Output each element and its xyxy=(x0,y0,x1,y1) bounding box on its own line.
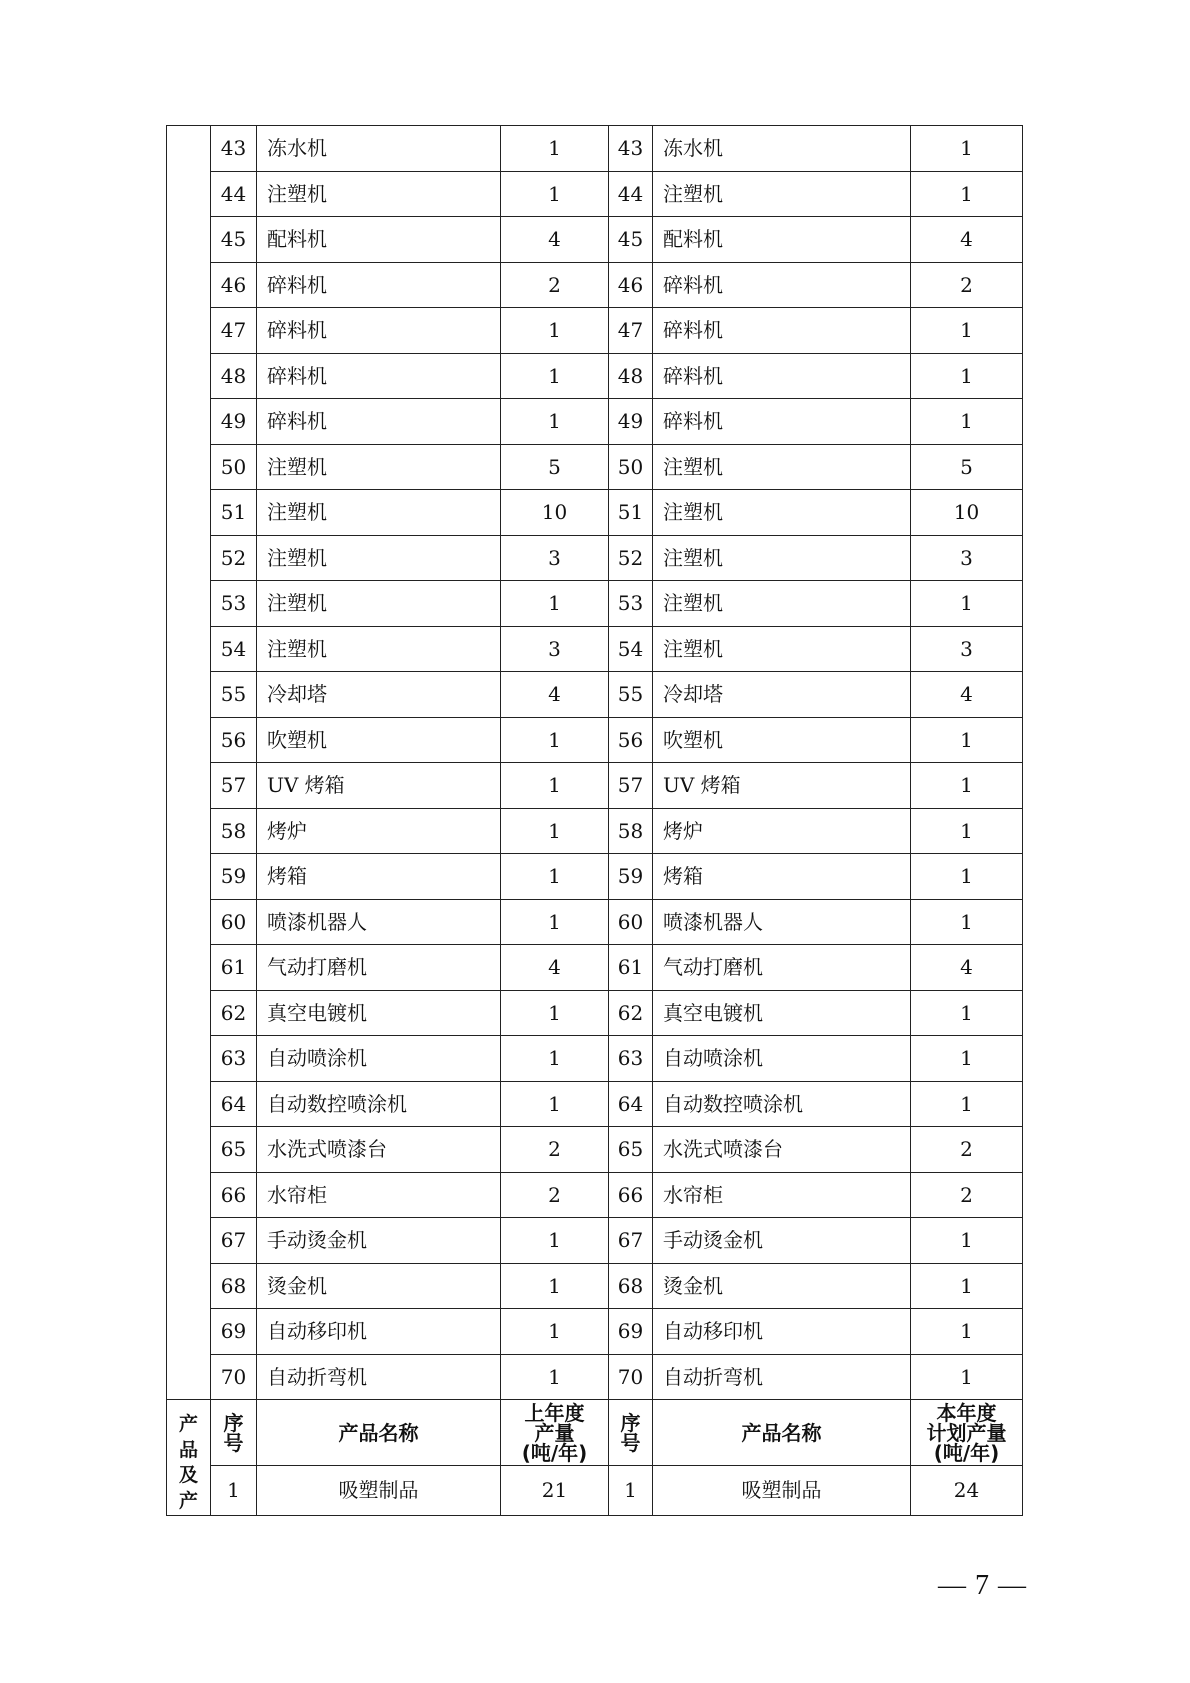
prev-name-cell: UV 烤箱 xyxy=(257,763,501,809)
curr-name-cell: 真空电镀机 xyxy=(653,990,911,1036)
prev-seq-cell: 46 xyxy=(211,262,257,308)
prev-seq-cell: 55 xyxy=(211,672,257,718)
prev-seq-cell: 63 xyxy=(211,1036,257,1082)
prev-qty-cell: 1 xyxy=(501,1218,609,1264)
prev-qty-cell: 1 xyxy=(501,1036,609,1082)
product-qty-curr-cell: 24 xyxy=(911,1466,1023,1515)
prev-seq-cell: 70 xyxy=(211,1354,257,1400)
curr-qty-cell: 4 xyxy=(911,672,1023,718)
section-label-char: 产 xyxy=(178,1489,198,1512)
curr-seq-cell: 51 xyxy=(609,490,653,536)
curr-qty-cell: 1 xyxy=(911,990,1023,1036)
curr-qty-cell: 1 xyxy=(911,763,1023,809)
curr-seq-cell: 47 xyxy=(609,308,653,354)
prev-seq-cell: 69 xyxy=(211,1309,257,1355)
prev-qty-cell: 1 xyxy=(501,990,609,1036)
table-row xyxy=(167,899,1023,945)
curr-seq-cell: 54 xyxy=(609,626,653,672)
prev-qty-cell: 1 xyxy=(501,353,609,399)
prev-name-cell: 自动折弯机 xyxy=(257,1354,501,1400)
curr-name-cell: 碎料机 xyxy=(653,399,911,445)
curr-seq-cell: 55 xyxy=(609,672,653,718)
prev-name-cell: 吹塑机 xyxy=(257,717,501,763)
table-row xyxy=(167,854,1023,900)
prev-qty-cell: 10 xyxy=(501,490,609,536)
curr-name-cell: 注塑机 xyxy=(653,626,911,672)
curr-seq-header xyxy=(609,1400,653,1466)
prev-qty-cell: 1 xyxy=(501,1354,609,1400)
curr-qty-cell: 1 xyxy=(911,899,1023,945)
section-label-char: 及 xyxy=(178,1464,198,1487)
prev-name-cell: 气动打磨机 xyxy=(257,945,501,991)
curr-seq-cell: 62 xyxy=(609,990,653,1036)
table-row xyxy=(167,399,1023,445)
prev-name-cell: 碎料机 xyxy=(257,399,501,445)
prev-name-cell: 手动烫金机 xyxy=(257,1218,501,1264)
prev-qty-cell: 4 xyxy=(501,945,609,991)
product-name-curr-cell: 吸塑制品 xyxy=(653,1466,911,1515)
product-seq-curr-cell: 1 xyxy=(609,1466,653,1515)
prev-name-cell: 注塑机 xyxy=(257,490,501,536)
curr-name-cell: 喷漆机器人 xyxy=(653,899,911,945)
prev-seq-cell: 53 xyxy=(211,581,257,627)
prev-qty-cell: 1 xyxy=(501,308,609,354)
curr-qty-cell: 1 xyxy=(911,308,1023,354)
output-header-line: 产量 xyxy=(534,1420,575,1445)
curr-seq-cell: 53 xyxy=(609,581,653,627)
curr-name-cell: 碎料机 xyxy=(653,308,911,354)
curr-qty-cell: 2 xyxy=(911,1127,1023,1173)
curr-qty-cell: 4 xyxy=(911,217,1023,263)
curr-name-cell: 烤箱 xyxy=(653,854,911,900)
curr-qty-cell: 1 xyxy=(911,717,1023,763)
prev-name-cell: 注塑机 xyxy=(257,581,501,627)
curr-seq-cell: 67 xyxy=(609,1218,653,1264)
curr-name-cell: 气动打磨机 xyxy=(653,945,911,991)
table-row xyxy=(167,353,1023,399)
curr-seq-cell: 46 xyxy=(609,262,653,308)
prev-qty-cell: 3 xyxy=(501,535,609,581)
prev-name-cell: 烤炉 xyxy=(257,808,501,854)
prev-name-cell: 配料机 xyxy=(257,217,501,263)
prev-seq-cell: 44 xyxy=(211,171,257,217)
curr-seq-cell: 70 xyxy=(609,1354,653,1400)
table-row xyxy=(167,1263,1023,1309)
prev-seq-cell: 58 xyxy=(211,808,257,854)
curr-qty-cell: 1 xyxy=(911,1354,1023,1400)
curr-qty-cell: 4 xyxy=(911,945,1023,991)
section-label-char: 品 xyxy=(178,1438,198,1461)
curr-name-cell: 注塑机 xyxy=(653,171,911,217)
curr-name-cell: 自动折弯机 xyxy=(653,1354,911,1400)
curr-qty-cell: 2 xyxy=(911,262,1023,308)
prev-qty-cell: 1 xyxy=(501,126,609,172)
table-row xyxy=(167,490,1023,536)
prev-seq-cell: 67 xyxy=(211,1218,257,1264)
prev-seq-cell: 50 xyxy=(211,444,257,490)
curr-qty-cell: 1 xyxy=(911,581,1023,627)
curr-seq-cell: 52 xyxy=(609,535,653,581)
table-row xyxy=(167,763,1023,809)
curr-name-cell: 烤炉 xyxy=(653,808,911,854)
table-row xyxy=(167,262,1023,308)
prev-name-cell: 水帘柜 xyxy=(257,1172,501,1218)
curr-name-cell: 碎料机 xyxy=(653,262,911,308)
table-row xyxy=(167,990,1023,1036)
curr-seq-cell: 50 xyxy=(609,444,653,490)
prev-output-header xyxy=(501,1400,609,1466)
curr-qty-cell: 1 xyxy=(911,1263,1023,1309)
prev-qty-cell: 1 xyxy=(501,717,609,763)
curr-seq-cell: 65 xyxy=(609,1127,653,1173)
curr-name-cell: 注塑机 xyxy=(653,444,911,490)
table-row xyxy=(167,1127,1023,1173)
curr-seq-cell: 61 xyxy=(609,945,653,991)
product-section-label xyxy=(167,1400,211,1516)
prev-name-cell: 自动移印机 xyxy=(257,1309,501,1355)
product-qty-prev-cell: 21 xyxy=(501,1466,609,1515)
prev-qty-cell: 1 xyxy=(501,1309,609,1355)
table-row xyxy=(167,1081,1023,1127)
curr-qty-cell: 1 xyxy=(911,1081,1023,1127)
prev-qty-cell: 2 xyxy=(501,262,609,308)
curr-name-cell: 吹塑机 xyxy=(653,717,911,763)
prev-seq-cell: 64 xyxy=(211,1081,257,1127)
curr-seq-cell: 57 xyxy=(609,763,653,809)
curr-qty-cell: 1 xyxy=(911,171,1023,217)
prev-qty-cell: 3 xyxy=(501,626,609,672)
table-row xyxy=(167,217,1023,263)
curr-seq-cell: 63 xyxy=(609,1036,653,1082)
prev-name-cell: 注塑机 xyxy=(257,444,501,490)
prev-seq-cell: 51 xyxy=(211,490,257,536)
curr-qty-cell: 1 xyxy=(911,353,1023,399)
table-row xyxy=(167,1309,1023,1355)
prev-seq-cell: 43 xyxy=(211,126,257,172)
curr-seq-cell: 43 xyxy=(609,126,653,172)
equipment-table xyxy=(166,125,1023,1516)
section-label-char: 产 xyxy=(178,1413,198,1435)
product-row xyxy=(167,1466,1023,1515)
table-row xyxy=(167,126,1023,172)
prev-qty-cell: 4 xyxy=(501,217,609,263)
curr-qty-cell: 1 xyxy=(911,126,1023,172)
seq-header-char: 号 xyxy=(620,1430,641,1455)
curr-name-cell: 碎料机 xyxy=(653,353,911,399)
curr-qty-cell: 1 xyxy=(911,399,1023,445)
curr-name-cell: 注塑机 xyxy=(653,535,911,581)
curr-qty-cell: 3 xyxy=(911,626,1023,672)
product-header-row xyxy=(167,1400,1023,1466)
prev-qty-cell: 1 xyxy=(501,1263,609,1309)
curr-name-cell: 自动喷涂机 xyxy=(653,1036,911,1082)
prev-qty-cell: 5 xyxy=(501,444,609,490)
prev-name-cell: 喷漆机器人 xyxy=(257,899,501,945)
curr-seq-cell: 66 xyxy=(609,1172,653,1218)
curr-name-cell: 手动烫金机 xyxy=(653,1218,911,1264)
prev-qty-cell: 2 xyxy=(501,1172,609,1218)
product-name-prev-cell: 吸塑制品 xyxy=(257,1466,501,1515)
output-header-line: (吨/年) xyxy=(521,1440,588,1465)
prev-seq-cell: 49 xyxy=(211,399,257,445)
curr-qty-cell: 5 xyxy=(911,444,1023,490)
prev-qty-cell: 1 xyxy=(501,808,609,854)
table-row xyxy=(167,308,1023,354)
curr-qty-cell: 1 xyxy=(911,1218,1023,1264)
curr-name-cell: 水洗式喷漆台 xyxy=(653,1127,911,1173)
curr-seq-cell: 68 xyxy=(609,1263,653,1309)
curr-seq-cell: 60 xyxy=(609,899,653,945)
table-row xyxy=(167,1218,1023,1264)
table-row xyxy=(167,535,1023,581)
prev-seq-cell: 57 xyxy=(211,763,257,809)
prev-seq-cell: 66 xyxy=(211,1172,257,1218)
prev-name-cell: 自动喷涂机 xyxy=(257,1036,501,1082)
table-row xyxy=(167,444,1023,490)
equipment-table-body xyxy=(167,126,1023,1516)
prev-name-cell: 真空电镀机 xyxy=(257,990,501,1036)
output-header-line: 计划产量 xyxy=(926,1420,1007,1445)
prev-name-cell: 烫金机 xyxy=(257,1263,501,1309)
prev-seq-cell: 65 xyxy=(211,1127,257,1173)
curr-name-cell: 注塑机 xyxy=(653,490,911,536)
curr-name-cell: 配料机 xyxy=(653,217,911,263)
prev-name-cell: 烤箱 xyxy=(257,854,501,900)
table-row xyxy=(167,808,1023,854)
section-side-cell xyxy=(167,126,211,1400)
prev-seq-cell: 62 xyxy=(211,990,257,1036)
prev-name-cell: 碎料机 xyxy=(257,262,501,308)
curr-qty-cell: 1 xyxy=(911,808,1023,854)
curr-seq-cell: 48 xyxy=(609,353,653,399)
prev-seq-cell: 61 xyxy=(211,945,257,991)
prev-seq-cell: 47 xyxy=(211,308,257,354)
output-header-line: 本年度 xyxy=(936,1400,997,1425)
seq-header-char: 号 xyxy=(223,1430,244,1455)
curr-seq-cell: 64 xyxy=(609,1081,653,1127)
curr-seq-cell: 45 xyxy=(609,217,653,263)
table-row xyxy=(167,626,1023,672)
curr-name-cell: 水帘柜 xyxy=(653,1172,911,1218)
table-row xyxy=(167,717,1023,763)
prev-seq-cell: 59 xyxy=(211,854,257,900)
prev-seq-cell: 52 xyxy=(211,535,257,581)
curr-seq-cell: 59 xyxy=(609,854,653,900)
prev-seq-cell: 56 xyxy=(211,717,257,763)
prev-name-cell: 碎料机 xyxy=(257,353,501,399)
curr-qty-cell: 3 xyxy=(911,535,1023,581)
output-header-line: 上年度 xyxy=(524,1400,585,1425)
prev-seq-cell: 68 xyxy=(211,1263,257,1309)
curr-qty-cell: 10 xyxy=(911,490,1023,536)
curr-name-cell: UV 烤箱 xyxy=(653,763,911,809)
prev-qty-cell: 1 xyxy=(501,581,609,627)
prev-qty-cell: 1 xyxy=(501,763,609,809)
prev-qty-cell: 1 xyxy=(501,171,609,217)
curr-output-header xyxy=(911,1400,1023,1466)
prev-qty-cell: 1 xyxy=(501,399,609,445)
prev-qty-cell: 1 xyxy=(501,899,609,945)
prev-name-cell: 注塑机 xyxy=(257,171,501,217)
curr-product-name-header: 产品名称 xyxy=(653,1400,911,1466)
curr-name-cell: 冷却塔 xyxy=(653,672,911,718)
prev-name-cell: 注塑机 xyxy=(257,535,501,581)
prev-seq-header xyxy=(211,1400,257,1466)
curr-seq-cell: 58 xyxy=(609,808,653,854)
prev-qty-cell: 1 xyxy=(501,854,609,900)
curr-name-cell: 自动数控喷涂机 xyxy=(653,1081,911,1127)
curr-name-cell: 注塑机 xyxy=(653,581,911,627)
curr-qty-cell: 1 xyxy=(911,854,1023,900)
prev-seq-cell: 60 xyxy=(211,899,257,945)
table-row xyxy=(167,171,1023,217)
curr-seq-cell: 44 xyxy=(609,171,653,217)
curr-name-cell: 冻水机 xyxy=(653,126,911,172)
prev-name-cell: 冷却塔 xyxy=(257,672,501,718)
prev-name-cell: 注塑机 xyxy=(257,626,501,672)
table-row xyxy=(167,672,1023,718)
table-row xyxy=(167,1036,1023,1082)
curr-name-cell: 自动移印机 xyxy=(653,1309,911,1355)
prev-qty-cell: 4 xyxy=(501,672,609,718)
seq-header-char: 序 xyxy=(620,1410,641,1435)
curr-seq-cell: 49 xyxy=(609,399,653,445)
table-row xyxy=(167,1172,1023,1218)
curr-qty-cell: 2 xyxy=(911,1172,1023,1218)
curr-qty-cell: 1 xyxy=(911,1309,1023,1355)
curr-name-cell: 烫金机 xyxy=(653,1263,911,1309)
table-row xyxy=(167,945,1023,991)
prev-product-name-header: 产品名称 xyxy=(257,1400,501,1466)
prev-seq-cell: 45 xyxy=(211,217,257,263)
output-header-line: (吨/年) xyxy=(933,1440,1000,1465)
curr-seq-cell: 69 xyxy=(609,1309,653,1355)
table-row xyxy=(167,1354,1023,1400)
prev-qty-cell: 2 xyxy=(501,1127,609,1173)
page-number: — 7 — xyxy=(938,1570,1027,1601)
prev-qty-cell: 1 xyxy=(501,1081,609,1127)
prev-name-cell: 自动数控喷涂机 xyxy=(257,1081,501,1127)
prev-seq-cell: 48 xyxy=(211,353,257,399)
table-row xyxy=(167,581,1023,627)
prev-name-cell: 碎料机 xyxy=(257,308,501,354)
prev-seq-cell: 54 xyxy=(211,626,257,672)
prev-name-cell: 冻水机 xyxy=(257,126,501,172)
curr-qty-cell: 1 xyxy=(911,1036,1023,1082)
product-seq-prev-cell: 1 xyxy=(211,1466,257,1515)
seq-header-char: 序 xyxy=(223,1410,244,1435)
curr-seq-cell: 56 xyxy=(609,717,653,763)
prev-name-cell: 水洗式喷漆台 xyxy=(257,1127,501,1173)
